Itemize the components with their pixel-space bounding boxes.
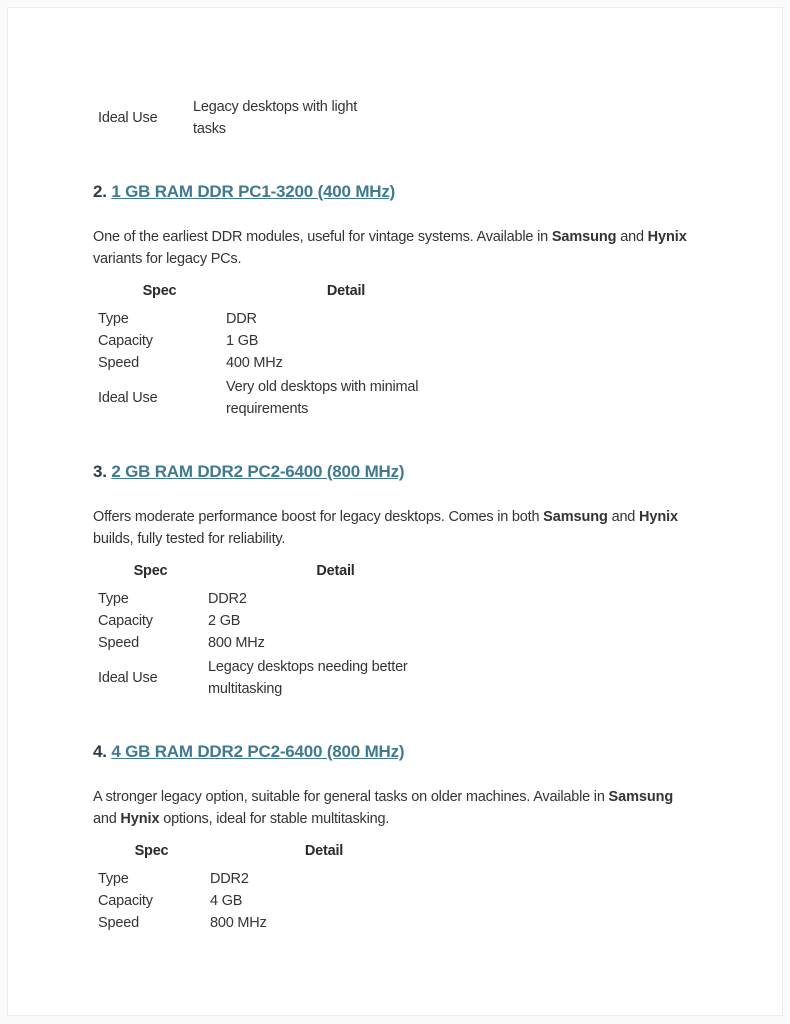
spec-label-cell: Ideal Use xyxy=(98,670,158,686)
table-row xyxy=(93,94,685,140)
intro-line xyxy=(93,248,685,270)
spec-value-line: DDR2 xyxy=(210,871,249,887)
spec-table-header-row xyxy=(93,562,685,588)
table-row xyxy=(93,588,685,610)
table-row xyxy=(93,632,685,654)
intro-line xyxy=(93,528,685,550)
brand-name: Hynix xyxy=(647,229,687,245)
spec-value-cell xyxy=(208,656,463,700)
document-page xyxy=(7,7,783,1016)
ram-section xyxy=(93,182,685,420)
table-row xyxy=(93,352,685,374)
section-title-link[interactable]: 2 GB RAM DDR2 PC2-6400 (800 MHz) xyxy=(111,462,405,481)
spec-table-header-row xyxy=(93,282,685,308)
spec-value-cell xyxy=(208,632,463,654)
spec-label-cell: Capacity xyxy=(98,893,153,909)
brand-name: Samsung xyxy=(551,229,617,245)
intro-text: Offers moderate performance boost for legacy desktops. Comes in both xyxy=(93,509,544,525)
spec-value-line: Very old desktops with minimal xyxy=(226,379,419,395)
section-heading xyxy=(93,462,685,482)
table-row xyxy=(93,374,685,420)
intro-text: and xyxy=(616,229,648,245)
intro-text: and xyxy=(93,811,121,827)
brand-name: Hynix xyxy=(120,811,160,827)
document-content xyxy=(93,8,685,934)
sections-slot xyxy=(93,182,685,934)
spec-label-cell: Type xyxy=(98,311,129,327)
table-row xyxy=(93,890,685,912)
intro-text: A stronger legacy option, suitable for general tasks on older machines. Available in xyxy=(93,789,609,805)
spec-label-cell: Capacity xyxy=(98,613,153,629)
spec-column-header: Spec xyxy=(134,843,169,859)
spec-value-cell xyxy=(226,376,466,420)
intro-text: and xyxy=(607,509,639,525)
spec-label-cell: Speed xyxy=(98,355,139,371)
section-intro xyxy=(93,226,685,270)
intro-text: variants for legacy PCs. xyxy=(93,251,242,267)
spec-column-header: Spec xyxy=(133,563,168,579)
spec-value-line: 400 MHz xyxy=(226,355,283,371)
spec-label-cell: Type xyxy=(98,591,129,607)
spec-value-line: Legacy desktops with light xyxy=(193,99,358,115)
spec-table xyxy=(93,562,685,700)
spec-value-cell xyxy=(226,352,466,374)
spec-table xyxy=(93,282,685,420)
ram-section xyxy=(93,462,685,700)
spec-value-cell xyxy=(210,912,438,934)
spec-value-line: requirements xyxy=(226,401,309,417)
intro-line xyxy=(93,226,685,248)
spec-value-line: Legacy desktops needing better xyxy=(208,659,408,675)
brand-name: Samsung xyxy=(543,509,608,525)
spec-label-cell: Capacity xyxy=(98,333,153,349)
detail-column-header: Detail xyxy=(316,563,355,579)
spec-label-cell: Speed xyxy=(98,635,139,651)
intro-line xyxy=(93,786,685,808)
intro-text: builds, fully tested for reliability. xyxy=(93,531,286,547)
spec-value-cell xyxy=(193,96,383,140)
spec-label-cell: Speed xyxy=(98,915,139,931)
spec-value-line: 800 MHz xyxy=(210,915,267,931)
spec-value-cell xyxy=(210,868,438,890)
spec-value-cell xyxy=(208,588,463,610)
table-row xyxy=(93,868,685,890)
spec-value-cell xyxy=(226,308,466,330)
spec-value-cell xyxy=(226,330,466,352)
spec-value-line: DDR2 xyxy=(208,591,247,607)
brand-name: Samsung xyxy=(608,789,674,805)
spec-value-line: DDR xyxy=(226,311,257,327)
section-heading xyxy=(93,742,685,762)
spec-value-cell xyxy=(210,890,438,912)
brand-name: Hynix xyxy=(639,509,678,525)
spec-table xyxy=(93,94,685,140)
section-title-link[interactable]: 4 GB RAM DDR2 PC2-6400 (800 MHz) xyxy=(111,742,405,761)
spec-label-cell: Ideal Use xyxy=(98,390,158,406)
spec-value-line: 4 GB xyxy=(210,893,243,909)
spec-value-line: 2 GB xyxy=(208,613,241,629)
top-table-fragment-slot xyxy=(93,94,685,140)
spec-value-cell xyxy=(208,610,463,632)
spec-label-cell: Type xyxy=(98,871,129,887)
spec-value-line: 800 MHz xyxy=(208,635,265,651)
section-intro xyxy=(93,506,685,550)
detail-column-header: Detail xyxy=(326,283,366,299)
detail-column-header: Detail xyxy=(304,843,344,859)
section-title-link[interactable]: 1 GB RAM DDR PC1-3200 (400 MHz) xyxy=(111,182,396,201)
intro-text: options, ideal for stable multitasking. xyxy=(159,811,390,827)
table-row xyxy=(93,330,685,352)
intro-text: One of the earliest DDR modules, useful for vintage systems. Available in xyxy=(93,229,552,245)
section-intro xyxy=(93,786,685,830)
spec-value-line: multitasking xyxy=(208,681,283,697)
table-row xyxy=(93,610,685,632)
spec-table-header-row xyxy=(93,842,685,868)
section-number: 2. xyxy=(93,182,107,201)
table-row xyxy=(93,912,685,934)
intro-line xyxy=(93,506,685,528)
spec-label-cell: Ideal Use xyxy=(98,110,158,126)
table-row xyxy=(93,308,685,330)
intro-line xyxy=(93,808,685,830)
spec-table xyxy=(93,842,685,934)
ram-section xyxy=(93,742,685,934)
section-number: 4. xyxy=(93,742,107,761)
spec-value-line: 1 GB xyxy=(226,333,259,349)
section-heading xyxy=(93,182,685,202)
spec-column-header: Spec xyxy=(142,283,177,299)
section-number: 3. xyxy=(93,462,107,481)
spec-value-line: tasks xyxy=(193,121,226,137)
table-row xyxy=(93,654,685,700)
